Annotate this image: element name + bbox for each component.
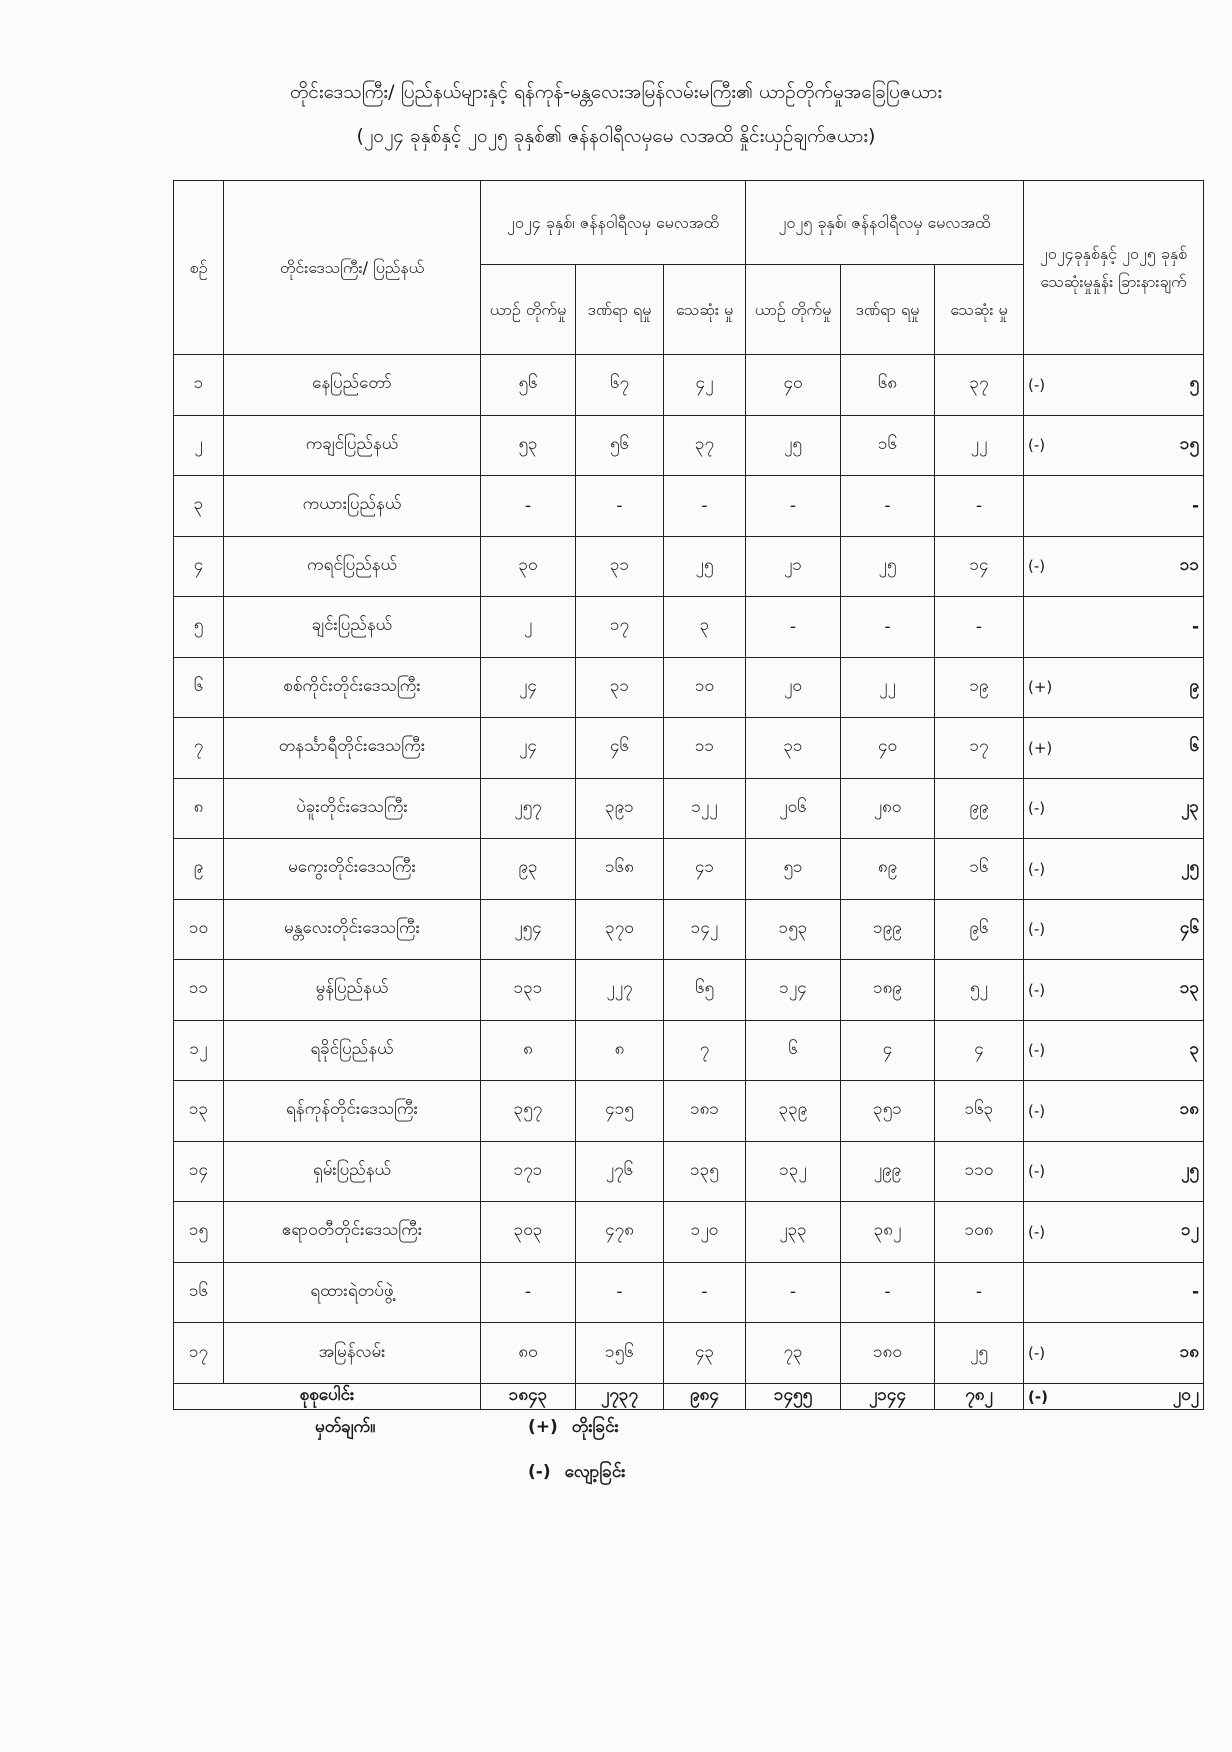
accidents-2025-cell: ၂၁ [746, 536, 841, 597]
header-injured-2024: ဒဏ်ရာ ရမှု [576, 265, 664, 355]
accidents-2025-cell: ၇၃ [746, 1323, 841, 1384]
difference-sign: (+) [1028, 678, 1053, 697]
difference-cell [1024, 355, 1204, 416]
deaths-2024-cell: ၁၄၂ [664, 899, 746, 960]
injured-2025-cell: ၃၈၂ [841, 1202, 935, 1263]
difference-value: ၃ [1189, 1038, 1199, 1059]
header-region: တိုင်းဒေသကြီး/ ပြည်နယ် [224, 181, 481, 355]
region-name-cell: ရခိုင်ပြည်နယ် [224, 1020, 481, 1081]
difference-sign: (-) [1028, 1222, 1046, 1241]
region-name-cell: တနင်္သာရီတိုင်းဒေသကြီး [224, 718, 481, 779]
serial-no-cell: ၁ [174, 355, 224, 416]
deaths-2025-cell: ၁၄ [935, 536, 1024, 597]
deaths-2025-cell: ၂၂ [935, 415, 1024, 476]
region-name-cell: ဧရာဝတီတိုင်းဒေသကြီး [224, 1202, 481, 1263]
accidents-2024-cell: ၅၆ [481, 355, 576, 416]
accidents-2025-cell: ၁၃၂ [746, 1141, 841, 1202]
accidents-2025-cell: ၄၀ [746, 355, 841, 416]
deaths-2025-cell: ၁၀၈ [935, 1202, 1024, 1263]
serial-no-cell: ၁၀ [174, 899, 224, 960]
accidents-2025-cell: ၆ [746, 1020, 841, 1081]
table-row [174, 1081, 1204, 1142]
injured-2024-cell: ၃၉၁ [576, 778, 664, 839]
header-group-2025: ၂၀၂၅ ခုနှစ်၊ ဇန်နဝါရီလမှ မေလအထိ [746, 181, 1024, 265]
deaths-2024-cell: ၁၃၅ [664, 1141, 746, 1202]
difference-cell [1024, 778, 1204, 839]
note-decrease [528, 1461, 626, 1486]
difference-cell [1024, 476, 1204, 537]
injured-2024-cell: - [576, 1262, 664, 1323]
document-subtitle: (၂၀၂၄ ခုနှစ်နှင့် ၂၀၂၅ ခုနှစ်၏ ဇန်နဝါရီလမှမေ လအထိ နှိုင်းယှဉ်ချက်ဇယား) [356, 125, 876, 147]
injured-2025-cell: - [841, 476, 935, 537]
deaths-2025-cell: - [935, 1262, 1024, 1323]
deaths-2025-cell: - [935, 597, 1024, 658]
deaths-2025-cell: ၁၉ [935, 657, 1024, 718]
deaths-2024-cell: ၃ [664, 597, 746, 658]
difference-sign: (-) [1028, 1162, 1046, 1181]
note-decrease-sign: (-) [528, 1462, 551, 1482]
injured-2024-cell: ၅၆ [576, 415, 664, 476]
accidents-2024-cell: ၃၅၇ [481, 1081, 576, 1142]
injured-2024-cell: ၈ [576, 1020, 664, 1081]
difference-value: ၁၅ [1179, 433, 1199, 454]
difference-value: ၂၅ [1181, 1159, 1199, 1180]
difference-sign: (+) [1028, 738, 1053, 757]
table-row [174, 778, 1204, 839]
region-name-cell: စစ်ကိုင်းတိုင်းဒေသကြီး [224, 657, 481, 718]
difference-value: ၂၃ [1181, 796, 1199, 817]
header-serial-no: စဉ် [174, 181, 224, 355]
injured-2025-cell: ၂၉၉ [841, 1141, 935, 1202]
deaths-2024-cell: ၄၁ [664, 839, 746, 900]
difference-sign: (-) [1028, 920, 1046, 939]
serial-no-cell: ၈ [174, 778, 224, 839]
injured-2025-cell: ၄၀ [841, 718, 935, 779]
accidents-2024-cell: ၃၀၃ [481, 1202, 576, 1263]
header-accidents-2025: ယာဉ် တိုက်မှု [746, 265, 841, 355]
region-name-cell: ပဲခူးတိုင်းဒေသကြီး [224, 778, 481, 839]
difference-cell [1024, 1323, 1204, 1384]
difference-cell [1024, 597, 1204, 658]
table-row [174, 597, 1204, 658]
accidents-2025-cell: ၅၁ [746, 839, 841, 900]
note-increase [528, 1416, 619, 1441]
region-name-cell: နေပြည်တော် [224, 355, 481, 416]
injured-2024-cell: ၄၆ [576, 718, 664, 779]
region-name-cell: အမြန်လမ်း [224, 1323, 481, 1384]
region-name-cell: ရထားရဲတပ်ဖွဲ့ [224, 1262, 481, 1323]
difference-cell [1024, 1262, 1204, 1323]
accidents-2025-cell: ၂၅ [746, 415, 841, 476]
total-difference-sign: (-) [1028, 1387, 1048, 1406]
difference-value: ၁၈ [1179, 1341, 1199, 1362]
table-row [174, 1262, 1204, 1323]
serial-no-cell: ၁၃ [174, 1081, 224, 1142]
total-deaths-2025: ၇၈၂ [935, 1384, 1024, 1410]
table-row [174, 960, 1204, 1021]
deaths-2024-cell: ၄၃ [664, 1323, 746, 1384]
total-injured-2024: ၂၇၃၇ [576, 1384, 664, 1410]
region-name-cell: ရန်ကုန်တိုင်းဒေသကြီး [224, 1081, 481, 1142]
accidents-2024-cell: ၁၇၁ [481, 1141, 576, 1202]
header-injured-2025: ဒဏ်ရာ ရမှု [841, 265, 935, 355]
serial-no-cell: ၁၇ [174, 1323, 224, 1384]
table-row [174, 536, 1204, 597]
injured-2024-cell: ၃၁ [576, 536, 664, 597]
difference-value: ၁၂ [1181, 1220, 1199, 1241]
injured-2025-cell: ၁၈၀ [841, 1323, 935, 1384]
difference-value: ၆ [1189, 736, 1199, 757]
injured-2025-cell: ၁၉၉ [841, 899, 935, 960]
deaths-2025-cell: ၅၂ [935, 960, 1024, 1021]
difference-cell [1024, 1020, 1204, 1081]
header-accidents-2024: ယာဉ် တိုက်မှု [481, 265, 576, 355]
notes-heading: မှတ်ချက်။ [315, 1417, 376, 1437]
injured-2025-cell: ၂၅ [841, 536, 935, 597]
difference-cell [1024, 899, 1204, 960]
serial-no-cell: ၅ [174, 597, 224, 658]
difference-value: - [1191, 616, 1199, 637]
injured-2024-cell: ၄၇၈ [576, 1202, 664, 1263]
deaths-2025-cell: - [935, 476, 1024, 537]
injured-2025-cell: ၃၅၁ [841, 1081, 935, 1142]
injured-2025-cell: ၄ [841, 1020, 935, 1081]
injured-2024-cell: ၃၇၀ [576, 899, 664, 960]
table-row [174, 718, 1204, 779]
accidents-2024-cell: ၂၅၇ [481, 778, 576, 839]
difference-sign: (-) [1028, 1344, 1046, 1363]
header-group-2024: ၂၀၂၄ ခုနှစ်၊ ဇန်နဝါရီလမှ မေလအထိ [481, 181, 746, 265]
difference-value: ၁၁ [1179, 554, 1199, 575]
header-deaths-2025: သေဆုံး မှု [935, 265, 1024, 355]
accidents-2024-cell: - [481, 476, 576, 537]
table-row [174, 1323, 1204, 1384]
deaths-2025-cell: ၂၅ [935, 1323, 1024, 1384]
injured-2025-cell: - [841, 597, 935, 658]
deaths-2024-cell: ၂၅ [664, 536, 746, 597]
region-name-cell: ချင်းပြည်နယ် [224, 597, 481, 658]
deaths-2025-cell: ၁၆၃ [935, 1081, 1024, 1142]
injured-2024-cell: ၂၇၆ [576, 1141, 664, 1202]
difference-sign: (-) [1028, 1041, 1046, 1060]
serial-no-cell: ၁၄ [174, 1141, 224, 1202]
region-name-cell: ကရင်ပြည်နယ် [224, 536, 481, 597]
table-row [174, 1020, 1204, 1081]
difference-cell [1024, 960, 1204, 1021]
table-row [174, 415, 1204, 476]
difference-sign: (-) [1028, 980, 1046, 999]
accidents-2025-cell: ၂၀၆ [746, 778, 841, 839]
difference-sign: (-) [1028, 859, 1046, 878]
header-deaths-2024: သေဆုံး မှု [664, 265, 746, 355]
injured-2025-cell: ၆၈ [841, 355, 935, 416]
accidents-2025-cell: ၁၂၄ [746, 960, 841, 1021]
accidents-2025-cell: ၁၅၃ [746, 899, 841, 960]
injured-2024-cell: ၄၁၅ [576, 1081, 664, 1142]
difference-value: ၉ [1189, 675, 1199, 696]
table-row [174, 355, 1204, 416]
total-accidents-2024: ၁၈၄၃ [481, 1384, 576, 1410]
serial-no-cell: ၆ [174, 657, 224, 718]
accidents-2024-cell: ၉၃ [481, 839, 576, 900]
table-row [174, 839, 1204, 900]
accidents-2024-cell: ၂၄ [481, 657, 576, 718]
accidents-2024-cell: ၂၄ [481, 718, 576, 779]
injured-2024-cell: ၃၁ [576, 657, 664, 718]
note-increase-text: တိုးခြင်း [571, 1417, 619, 1437]
difference-sign: (-) [1028, 1101, 1046, 1120]
region-name-cell: မန္တလေးတိုင်းဒေသကြီး [224, 899, 481, 960]
deaths-2025-cell: ၁၆ [935, 839, 1024, 900]
table-row [174, 899, 1204, 960]
injured-2025-cell: ၈၉ [841, 839, 935, 900]
accidents-2025-cell: ၂၀ [746, 657, 841, 718]
difference-sign: (-) [1028, 375, 1046, 394]
injured-2025-cell: ၂၈၀ [841, 778, 935, 839]
deaths-2025-cell: ၉၉ [935, 778, 1024, 839]
serial-no-cell: ၄ [174, 536, 224, 597]
note-decrease-text: လျော့ခြင်း [564, 1462, 626, 1482]
difference-cell [1024, 718, 1204, 779]
injured-2024-cell: - [576, 476, 664, 537]
difference-value: - [1191, 495, 1199, 516]
difference-value: ၁၃ [1179, 978, 1199, 999]
total-label: စုစုပေါင်း [174, 1384, 481, 1410]
table-row [174, 1141, 1204, 1202]
deaths-2024-cell: ၁၈၁ [664, 1081, 746, 1142]
accidents-2024-cell: ၈ [481, 1020, 576, 1081]
region-name-cell: ကယားပြည်နယ် [224, 476, 481, 537]
difference-cell [1024, 1141, 1204, 1202]
total-difference [1024, 1384, 1204, 1410]
serial-no-cell: ၃ [174, 476, 224, 537]
serial-no-cell: ၂ [174, 415, 224, 476]
difference-value: ၁၈ [1179, 1099, 1199, 1120]
accidents-2024-cell: ၂ [481, 597, 576, 658]
difference-cell [1024, 1202, 1204, 1263]
deaths-2024-cell: ၇ [664, 1020, 746, 1081]
accidents-2025-cell: ၃၃၉ [746, 1081, 841, 1142]
total-difference-value: ၂၀၂ [1172, 1385, 1199, 1405]
accident-comparison-table [173, 180, 1204, 1410]
note-increase-sign: (+) [528, 1417, 558, 1437]
deaths-2024-cell: - [664, 476, 746, 537]
deaths-2024-cell: ၁၁ [664, 718, 746, 779]
accidents-2024-cell: ၂၅၄ [481, 899, 576, 960]
accidents-2024-cell: ၁၃၁ [481, 960, 576, 1021]
injured-2024-cell: ၆၇ [576, 355, 664, 416]
difference-cell [1024, 657, 1204, 718]
accidents-2025-cell: - [746, 1262, 841, 1323]
region-name-cell: မွန်ပြည်နယ် [224, 960, 481, 1021]
serial-no-cell: ၇ [174, 718, 224, 779]
deaths-2024-cell: ၃၇ [664, 415, 746, 476]
accidents-2024-cell: ၈၀ [481, 1323, 576, 1384]
table-row [174, 476, 1204, 537]
difference-value: ၄၆ [1179, 917, 1199, 938]
injured-2025-cell: ၁၆ [841, 415, 935, 476]
difference-cell [1024, 536, 1204, 597]
deaths-2024-cell: ၆၅ [664, 960, 746, 1021]
injured-2025-cell: - [841, 1262, 935, 1323]
serial-no-cell: ၁၆ [174, 1262, 224, 1323]
total-deaths-2024: ၉၈၄ [664, 1384, 746, 1410]
injured-2024-cell: ၁၆၈ [576, 839, 664, 900]
accidents-2025-cell: ၃၁ [746, 718, 841, 779]
total-accidents-2025: ၁၄၅၅ [746, 1384, 841, 1410]
accidents-2024-cell: - [481, 1262, 576, 1323]
deaths-2024-cell: ၁၂၂ [664, 778, 746, 839]
document-title: တိုင်းဒေသကြီး/ ပြည်နယ်များနှင့် ရန်ကုန်-မန္တလေးအမြန်လမ်းမကြီး၏ ယာဉ်တိုက်မှုအခြေပြဇယား [289, 81, 943, 103]
serial-no-cell: ၉ [174, 839, 224, 900]
table-row [174, 657, 1204, 718]
deaths-2025-cell: ၉၆ [935, 899, 1024, 960]
difference-value: ၂၅ [1181, 857, 1199, 878]
accidents-2024-cell: ၃၀ [481, 536, 576, 597]
accidents-2025-cell: - [746, 597, 841, 658]
deaths-2024-cell: ၄၂ [664, 355, 746, 416]
injured-2024-cell: ၁၇ [576, 597, 664, 658]
difference-cell [1024, 1081, 1204, 1142]
deaths-2025-cell: ၄ [935, 1020, 1024, 1081]
table-row [174, 1202, 1204, 1263]
injured-2024-cell: ၁၅၆ [576, 1323, 664, 1384]
injured-2025-cell: ၁၈၉ [841, 960, 935, 1021]
deaths-2024-cell: ၁၂၀ [664, 1202, 746, 1263]
region-name-cell: ကချင်ပြည်နယ် [224, 415, 481, 476]
region-name-cell: မကွေးတိုင်းဒေသကြီး [224, 839, 481, 900]
serial-no-cell: ၁၁ [174, 960, 224, 1021]
header-death-rate-difference: ၂၀၂၄ခုနှစ်နှင့် ၂၀၂၅ ခုနှစ် သေဆုံးမှုနှုန်း ခြားနားချက် [1024, 181, 1204, 355]
region-name-cell: ရှမ်းပြည်နယ် [224, 1141, 481, 1202]
accidents-2025-cell: - [746, 476, 841, 537]
difference-cell [1024, 415, 1204, 476]
injured-2024-cell: ၂၂၇ [576, 960, 664, 1021]
accidents-2024-cell: ၅၃ [481, 415, 576, 476]
injured-2025-cell: ၂၂ [841, 657, 935, 718]
deaths-2025-cell: ၃၇ [935, 355, 1024, 416]
total-injured-2025: ၂၁၄၄ [841, 1384, 935, 1410]
difference-sign: (-) [1028, 557, 1046, 576]
difference-sign: (-) [1028, 799, 1046, 818]
difference-value: ၅ [1189, 373, 1199, 394]
difference-cell [1024, 839, 1204, 900]
serial-no-cell: ၁၂ [174, 1020, 224, 1081]
total-row [174, 1384, 1204, 1410]
accidents-2025-cell: ၂၃၃ [746, 1202, 841, 1263]
deaths-2024-cell: ၁၀ [664, 657, 746, 718]
difference-sign: (-) [1028, 436, 1046, 455]
deaths-2024-cell: - [664, 1262, 746, 1323]
serial-no-cell: ၁၅ [174, 1202, 224, 1263]
deaths-2025-cell: ၁၇ [935, 718, 1024, 779]
deaths-2025-cell: ၁၁၀ [935, 1141, 1024, 1202]
difference-value: - [1191, 1282, 1199, 1303]
